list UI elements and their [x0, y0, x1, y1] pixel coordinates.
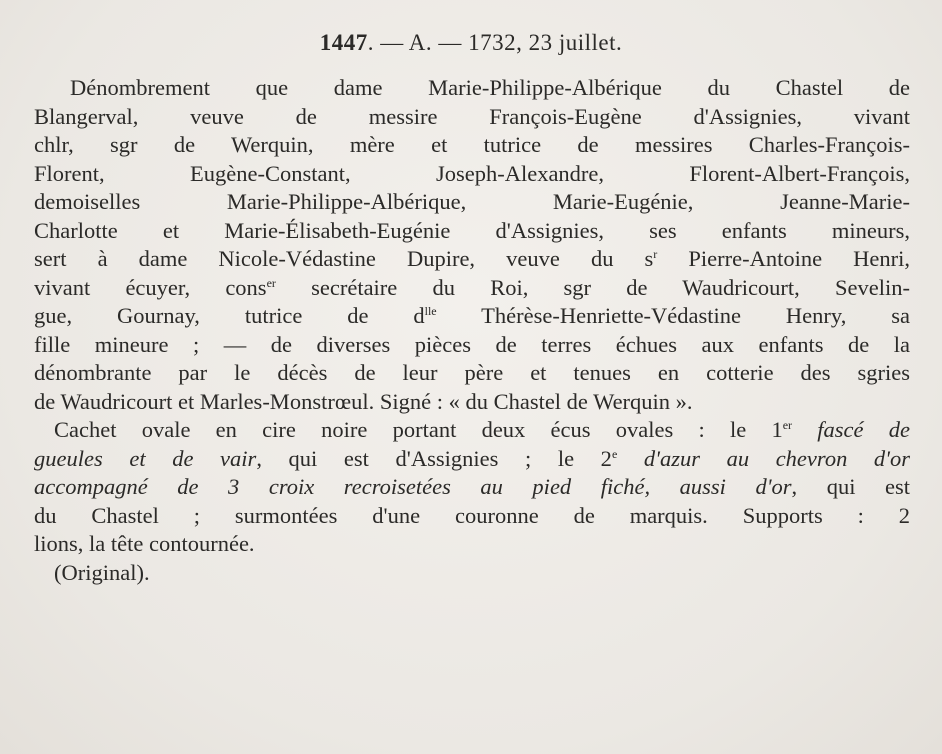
text-fragment: , qui est: [791, 474, 910, 499]
superscript: er: [266, 275, 276, 290]
italic-fragment: d'azur au chevron d'or: [617, 445, 911, 471]
text-line: du Chastel ; surmontées d'une couronne de marquis. Supports : 2: [34, 502, 910, 528]
entry-heading: [0, 30, 942, 56]
text-fragment: vivant écuyer, cons: [34, 274, 267, 300]
italic-fragment: fascé de: [792, 417, 910, 442]
text-fragment: sert à dame Nicole-Védastine Dupire, veuve du s: [34, 246, 654, 271]
text-line: [34, 416, 910, 445]
text-line: [34, 445, 910, 474]
text-line: dénombrante par le décès de leur père et tenues en cotterie des sgries: [34, 360, 910, 385]
text-line: Dénombrement que dame Marie-Philippe-Albérique du Chastel de: [70, 75, 910, 100]
text-line: [34, 473, 910, 502]
text-line: chlr, sgr de Werquin, mère et tutrice de messires Charles-François-: [34, 132, 910, 157]
text-line: (Original).: [54, 559, 150, 585]
superscript: lle: [424, 304, 437, 318]
entry-number: 1447: [319, 30, 368, 55]
text-line: [34, 302, 910, 331]
text-line: [34, 245, 910, 274]
text-line: de Waudricourt et Marles-Monstrœul. Signé : « du Chastel de Werquin ».: [34, 388, 693, 414]
superscript: e: [611, 446, 618, 461]
text-line: Florent, Eugène-Constant, Joseph-Alexandre, Florent-Albert-François,: [34, 160, 910, 186]
text-line: Blangerval, veuve de messire François-Eugène d'Assignies, vivant: [34, 103, 910, 129]
italic-fragment: accompagné de 3 croix recroisetées au pied fiché, aussi d'or: [34, 474, 792, 499]
text-fragment: Cachet ovale en cire noire portant deux écus ovales : le 1: [54, 417, 783, 442]
italic-fragment: gueules et de vair: [34, 445, 257, 471]
entry-body: [34, 74, 910, 587]
entry-date: . — A. — 1732, 23 juillet.: [367, 30, 623, 55]
text-fragment: Pierre-Antoine Henri,: [657, 246, 910, 271]
text-fragment: secrétaire du Roi, sgr de Waudricourt, Sevelin-: [275, 274, 910, 300]
text-fragment: , qui est d'Assignies ; le 2: [256, 445, 612, 471]
text-line: lions, la tête contournée.: [34, 531, 255, 556]
text-line: [34, 274, 910, 303]
superscript: r: [653, 247, 658, 261]
superscript: er: [782, 418, 793, 432]
text-line: fille mineure ; — de diverses pièces de terres échues aux enfants de la: [34, 331, 910, 357]
text-line: demoiselles Marie-Philippe-Albérique, Marie-Eugénie, Jeanne-Marie-: [34, 189, 910, 214]
text-fragment: gue, Gournay, tutrice de d: [34, 303, 425, 328]
text-line: Charlotte et Marie-Élisabeth-Eugénie d'Assignies, ses enfants mineurs,: [34, 217, 910, 243]
text-fragment: Thérèse-Henriette-Védastine Henry, sa: [436, 303, 910, 328]
